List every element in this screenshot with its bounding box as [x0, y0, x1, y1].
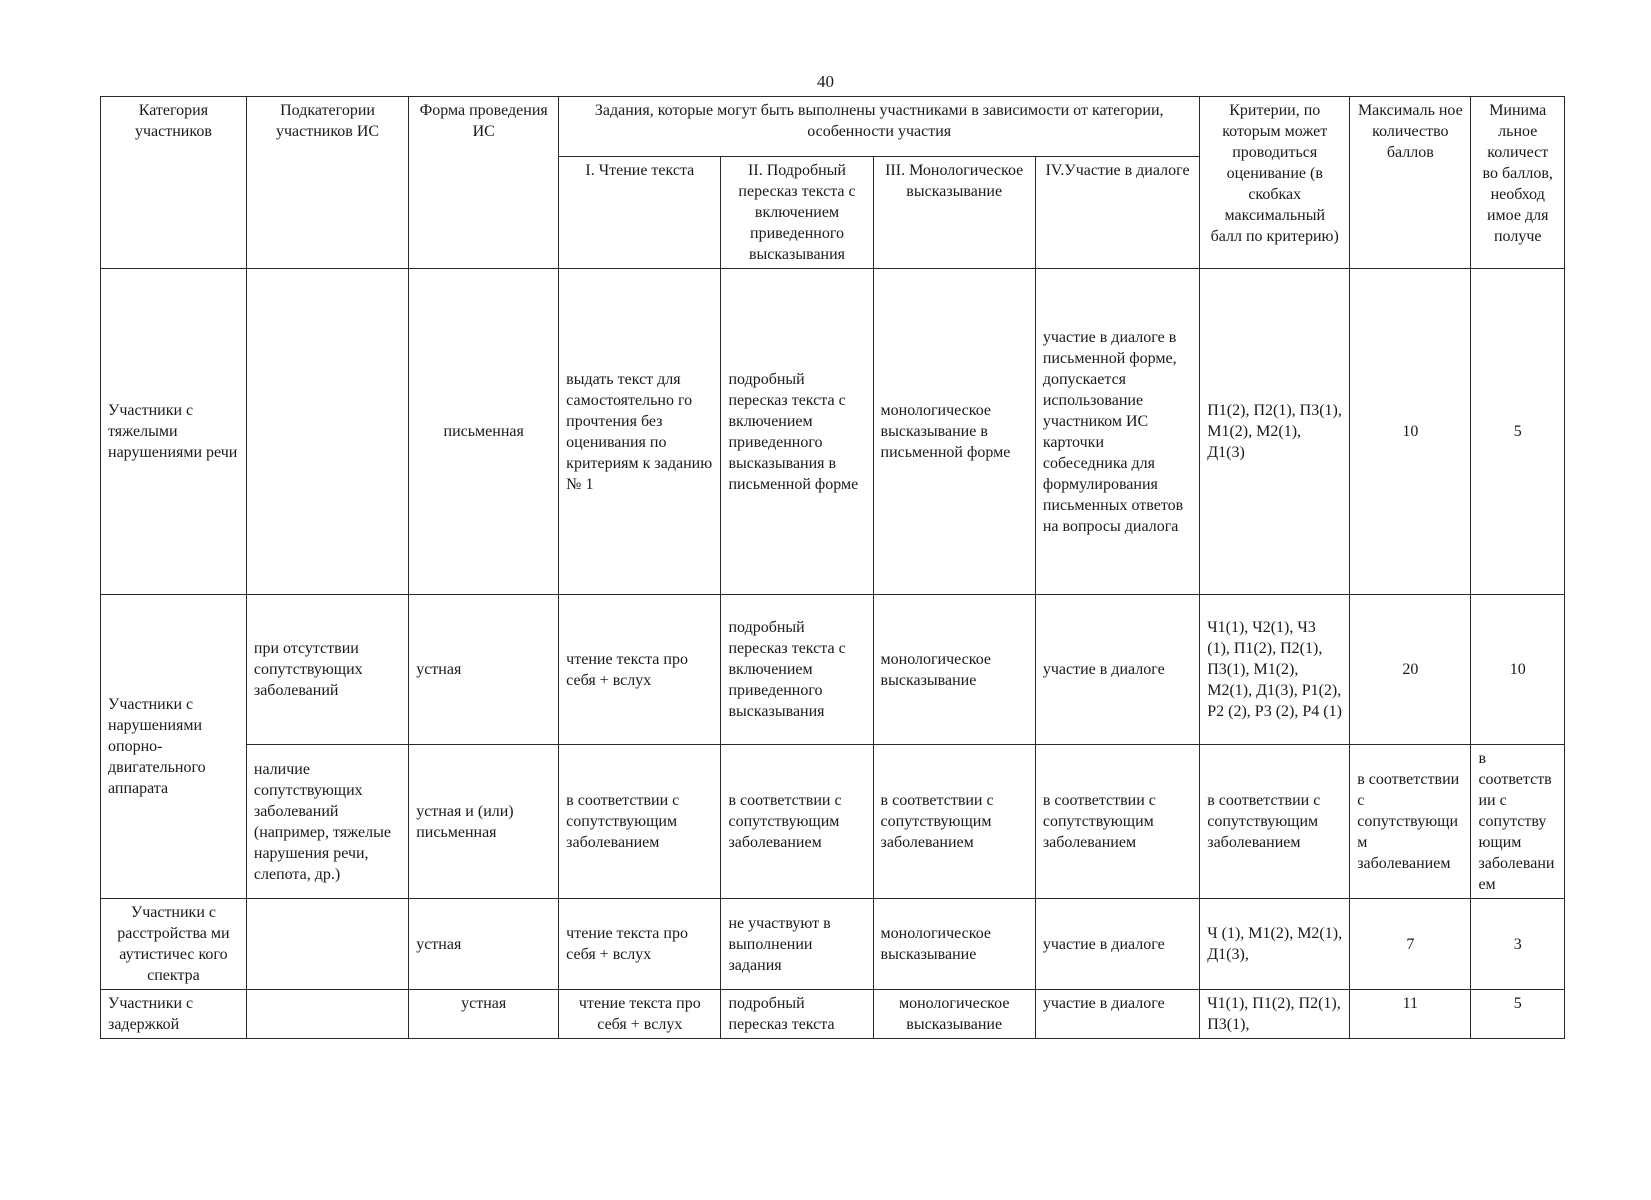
row-task-reading: чтение текста про себя + вслух [559, 899, 721, 990]
row-task-monologue: монологическое высказывание в письменной форме [873, 269, 1035, 595]
row-form: устная [409, 899, 559, 990]
row-criteria: в соответствии с сопутствующим заболеванием [1200, 745, 1350, 899]
row-criteria: Ч (1), М1(2), М2(1), Д1(3), [1200, 899, 1350, 990]
row-task-retelling: подробный пересказ текста [721, 990, 873, 1039]
row-task-retelling: в соответствии с сопутствующим заболеванием [721, 745, 873, 899]
row-max-score: 11 [1350, 990, 1471, 1039]
row-min-score: 5 [1471, 990, 1565, 1039]
header-criteria: Критерии, по которым может проводиться оценивание (в скобках максимальный балл по критерию) [1200, 97, 1350, 269]
row-category: Участники с расстройства ми аутистичес кого спектра [101, 899, 247, 990]
row-form: устная и (или) письменная [409, 745, 559, 899]
table-row [101, 745, 1565, 899]
page-number: 40 [817, 72, 834, 91]
row-subcategory [246, 269, 408, 595]
row-task-dialogue: в соответствии с сопутствующим заболеванием [1035, 745, 1199, 899]
row-min-score: 5 [1471, 269, 1565, 595]
row-task-dialogue: участие в диалоге [1035, 990, 1199, 1039]
header-task-monologue: III. Монологическое высказывание [873, 157, 1035, 269]
row-form: устная [409, 595, 559, 745]
row-subcategory: при отсутствии сопутствующих заболеваний [246, 595, 408, 745]
row-max-score: в соответствии с сопутствующим заболеванием [1350, 745, 1471, 899]
header-task-retelling: II. Подробный пересказ текста с включением приведенного высказывания [721, 157, 873, 269]
participants-table [100, 96, 1565, 1039]
row-subcategory: наличие сопутствующих заболеваний (например, тяжелые нарушения речи, слепота, др.) [246, 745, 408, 899]
header-task-reading: I. Чтение текста [559, 157, 721, 269]
row-subcategory [246, 990, 408, 1039]
row-task-reading: чтение текста про себя + вслух [559, 595, 721, 745]
row-task-monologue: монологическое высказывание [873, 990, 1035, 1039]
row-category: Участники с тяжелыми нарушениями речи [101, 269, 247, 595]
row-max-score: 7 [1350, 899, 1471, 990]
row-min-score: 3 [1471, 899, 1565, 990]
table-row [101, 595, 1565, 745]
row-task-retelling: подробный пересказ текста с включением приведенного высказывания в письменной форме [721, 269, 873, 595]
row-max-score: 10 [1350, 269, 1471, 595]
row-task-monologue: монологическое высказывание [873, 899, 1035, 990]
row-min-score: в соответствии с сопутствующим заболеванием [1471, 745, 1565, 899]
row-form: письменная [409, 269, 559, 595]
header-row [101, 97, 1565, 157]
row-min-score: 10 [1471, 595, 1565, 745]
header-category: Категория участников [101, 97, 247, 269]
row-criteria: П1(2), П2(1), П3(1), М1(2), М2(1), Д1(3) [1200, 269, 1350, 595]
table-row [101, 990, 1565, 1039]
header-max-score: Максималь ное количество баллов [1350, 97, 1471, 269]
table-row [101, 899, 1565, 990]
row-category: Участники с задержкой [101, 990, 247, 1039]
row-task-monologue: в соответствии с сопутствующим заболеванием [873, 745, 1035, 899]
row-task-reading: чтение текста про себя + вслух [559, 990, 721, 1039]
row-criteria: Ч1(1), П1(2), П2(1), П3(1), [1200, 990, 1350, 1039]
row-task-retelling: не участвуют в выполнении задания [721, 899, 873, 990]
header-min-score: Минима льное количест во баллов, необход имое для получе [1471, 97, 1565, 269]
row-task-dialogue: участие в диалоге [1035, 595, 1199, 745]
row-task-monologue: монологическое высказывание [873, 595, 1035, 745]
table-row [101, 269, 1565, 595]
row-category: Участники с нарушениями опорно-двигательного аппарата [101, 595, 247, 899]
row-task-dialogue: участие в диалоге [1035, 899, 1199, 990]
row-task-retelling: подробный пересказ текста с включением приведенного высказывания [721, 595, 873, 745]
row-max-score: 20 [1350, 595, 1471, 745]
row-form: устная [409, 990, 559, 1039]
row-criteria: Ч1(1), Ч2(1), Ч3 (1), П1(2), П2(1), П3(1), М1(2), М2(1), Д1(3), Р1(2), Р2 (2), Р3 (2), Р4 (1) [1200, 595, 1350, 745]
header-form: Форма проведения ИС [409, 97, 559, 269]
row-task-reading: в соответствии с сопутствующим заболеванием [559, 745, 721, 899]
row-subcategory [246, 899, 408, 990]
header-tasks-group: Задания, которые могут быть выполнены участниками в зависимости от категории, особенности участия [559, 97, 1200, 157]
header-subcategory: Подкатегории участников ИС [246, 97, 408, 269]
row-task-reading: выдать текст для самостоятельно го прочтения без оценивания по критериям к заданию № 1 [559, 269, 721, 595]
header-task-dialogue: IV.Участие в диалоге [1035, 157, 1199, 269]
row-task-dialogue: участие в диалоге в письменной форме, допускается использование участником ИС карточки собеседника для формулирования письменных ответов на вопросы диалога [1035, 269, 1199, 595]
